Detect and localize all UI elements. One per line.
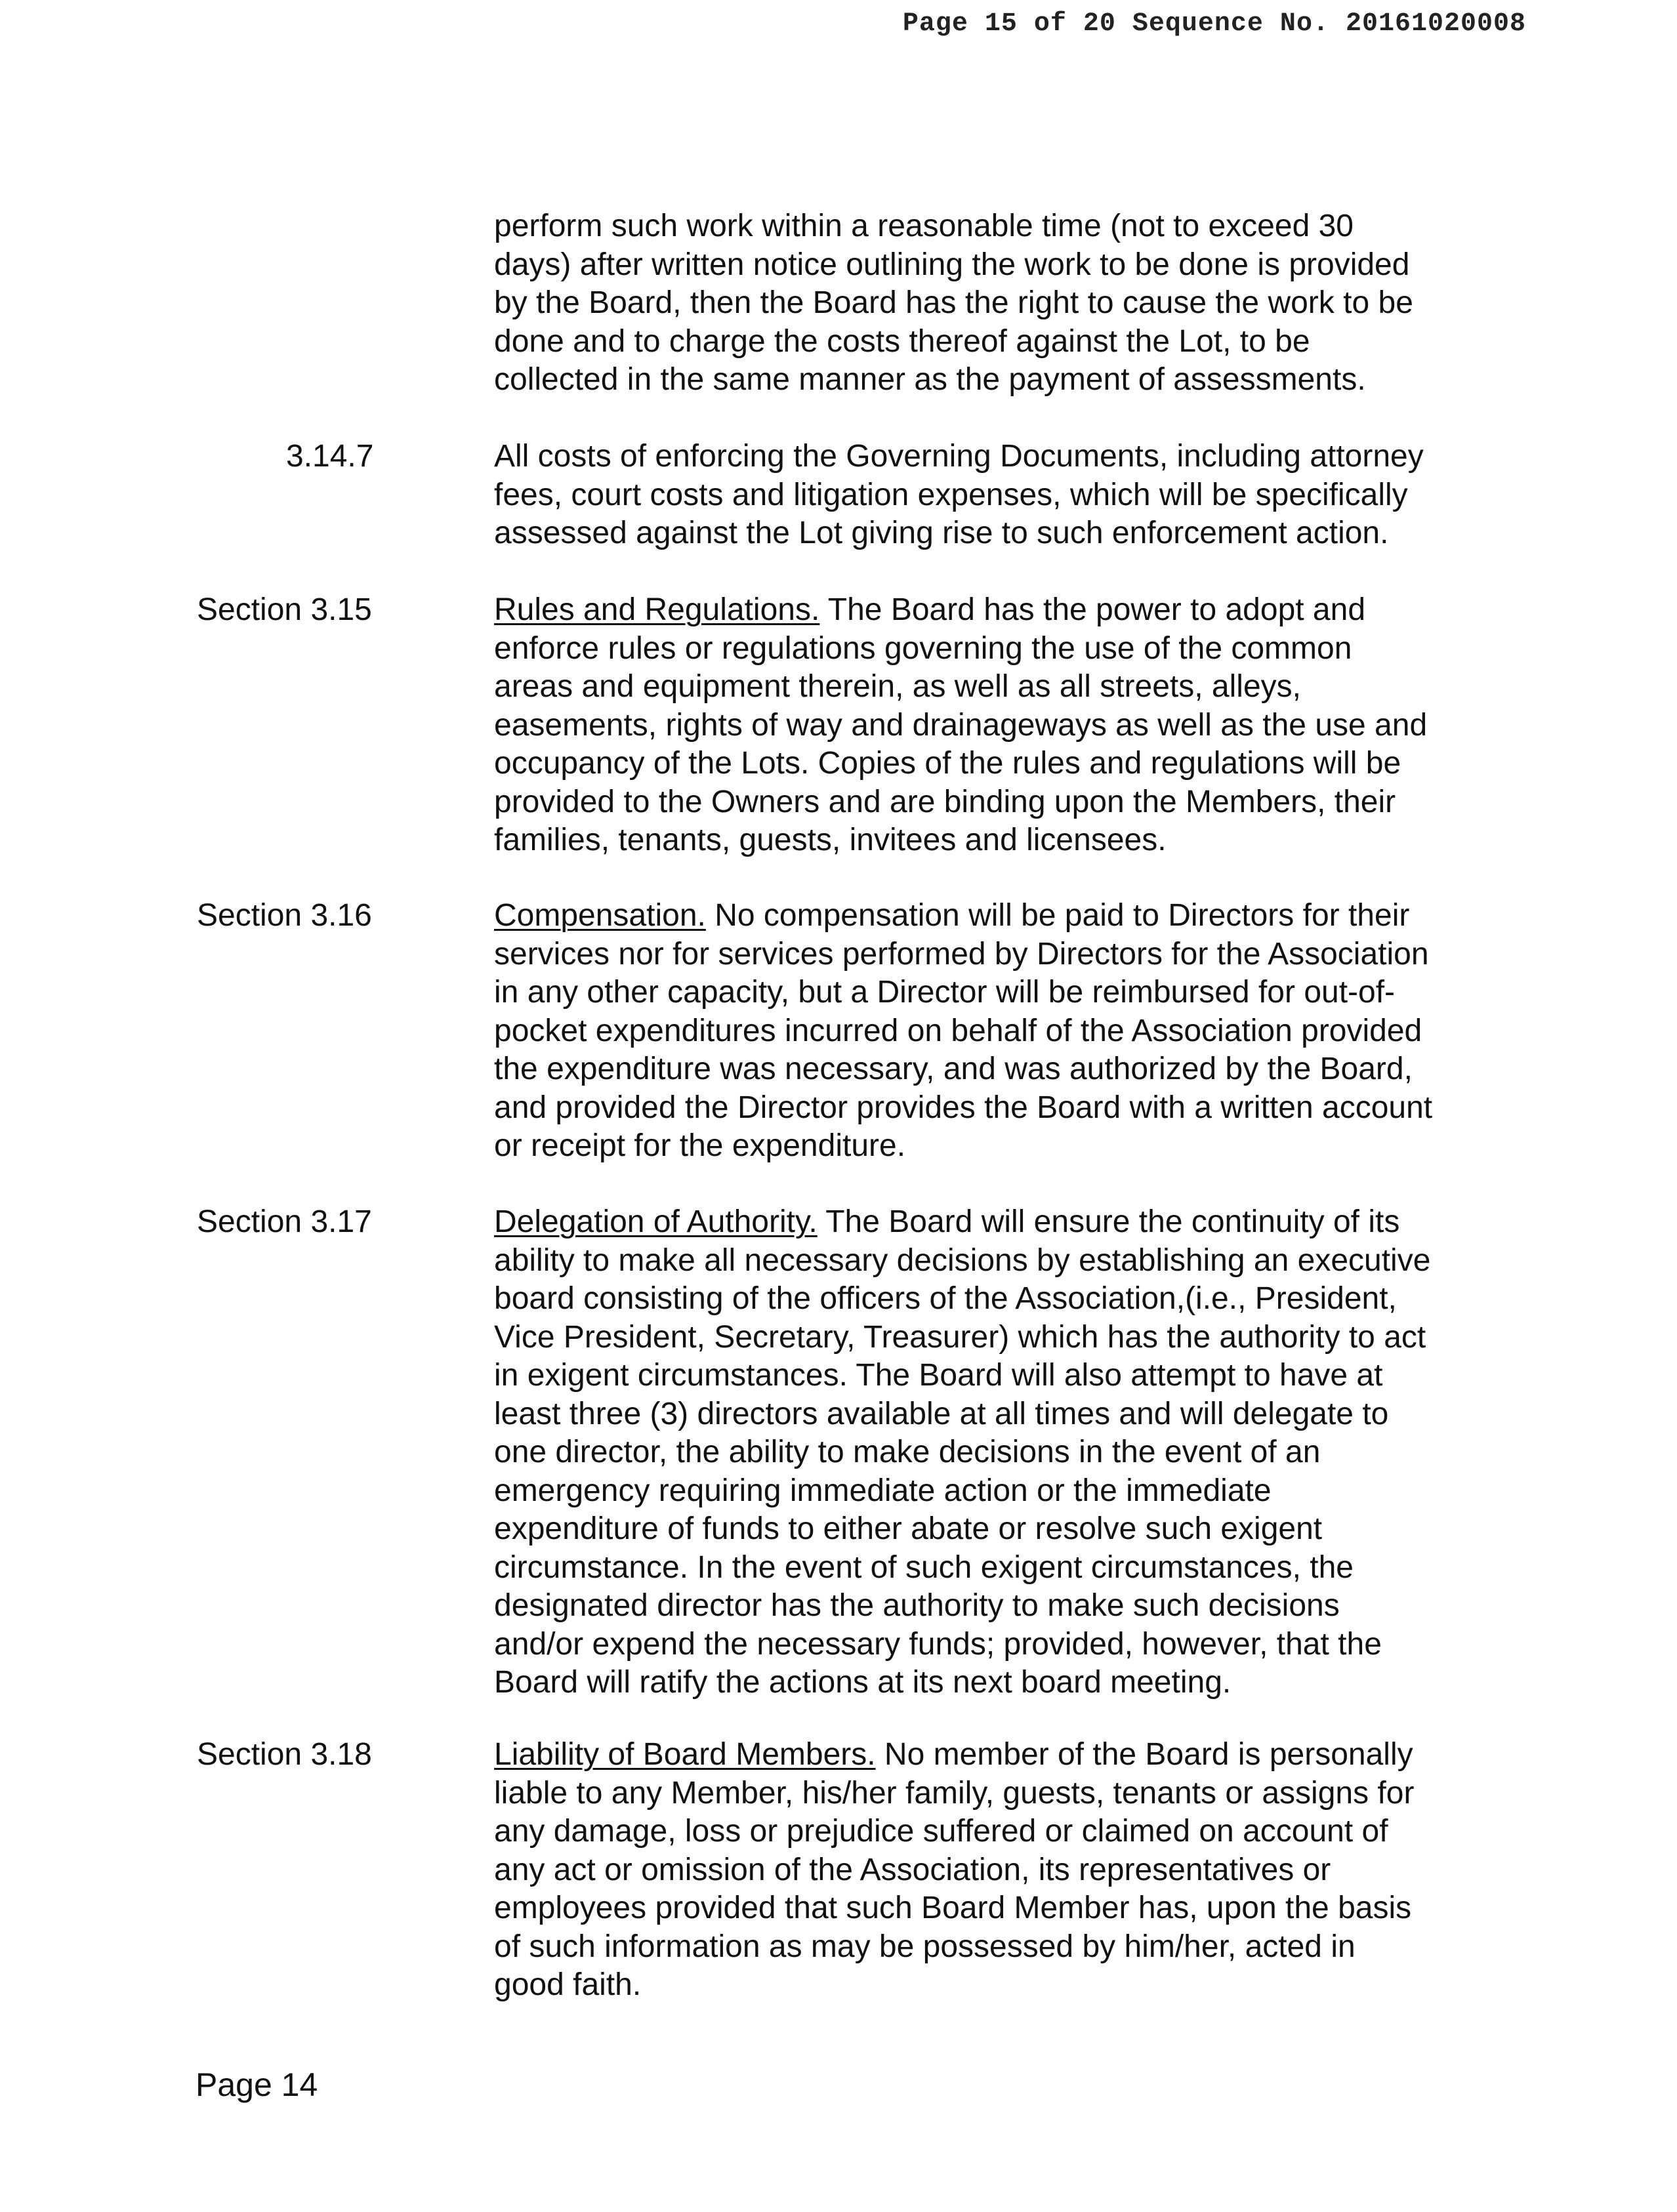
text-line: done and to charge the costs thereof against the Lot, to be	[494, 323, 1310, 359]
text-line: any act or omission of the Association, its representatives or	[494, 1852, 1331, 1887]
item-number: 3.14.7	[286, 439, 374, 474]
text-line: in any other capacity, but a Director will be reimbursed for out-of-	[494, 975, 1396, 1010]
text-line: expenditure of funds to either abate or resolve such exigent	[494, 1511, 1323, 1546]
page-header-sequence: Page 15 of 20 Sequence No. 20161020008	[902, 9, 1526, 39]
text-line: designated director has the authority to make such decisions	[494, 1588, 1340, 1623]
continuation-paragraph	[494, 207, 1491, 399]
text-line: Vice President, Secretary, Treasurer) which has the authority to act	[494, 1319, 1426, 1355]
text-fragment: No compensation will be paid to Directors for their	[705, 898, 1410, 933]
section-title: Compensation.	[494, 898, 706, 933]
text-line: fees, court costs and litigation expenses, which will be specifically	[494, 477, 1408, 512]
text-line: areas and equipment therein, as well as all streets, alleys,	[494, 669, 1301, 704]
text-line	[494, 591, 1491, 630]
text-line: emergency requiring immediate action or the immediate	[494, 1473, 1272, 1508]
text-line: in exigent circumstances. The Board will also attempt to have at	[494, 1358, 1383, 1393]
text-line: collected in the same manner as the payment of assessments.	[494, 362, 1366, 397]
section-3-17-paragraph	[494, 1203, 1491, 1702]
section-title: Delegation of Authority.	[494, 1204, 818, 1239]
section-3-16-paragraph	[494, 897, 1491, 1166]
text-line: enforce rules or regulations governing the use of the common	[494, 630, 1352, 666]
text-line: occupancy of the Lots. Copies of the rules and regulations will be	[494, 746, 1401, 781]
text-line: good faith.	[494, 1967, 642, 2002]
text-fragment: The Board has the power to adopt and	[819, 592, 1366, 627]
text-line: of such information as may be possessed by him/her, acted in	[494, 1929, 1356, 1964]
text-line: board consisting of the officers of the Association,(i.e., President,	[494, 1281, 1397, 1316]
text-fragment: No member of the Board is personally	[875, 1737, 1413, 1772]
text-line	[494, 897, 1491, 935]
text-line: the expenditure was necessary, and was authorized by the Board,	[494, 1052, 1413, 1086]
text-line	[494, 1203, 1491, 1242]
text-line: liable to any Member, his/her family, guests, tenants or assigns for	[494, 1775, 1415, 1811]
text-line: or receipt for the expenditure.	[494, 1128, 906, 1163]
section-label: Section 3.16	[197, 898, 372, 933]
text-line: one director, the ability to make decisions in the event of an	[494, 1435, 1321, 1469]
section-title: Rules and Regulations.	[494, 592, 820, 627]
text-line: employees provided that such Board Member has, upon the basis	[494, 1891, 1412, 1925]
text-line: days) after written notice outlining the work to be done is provided	[494, 247, 1410, 282]
text-line: assessed against the Lot giving rise to such enforcement action.	[494, 516, 1389, 550]
section-label: Section 3.17	[197, 1204, 372, 1239]
text-line: pocket expenditures incurred on behalf of the Association provided	[494, 1013, 1422, 1048]
page-footer-number: Page 14	[196, 2066, 318, 2103]
text-line: any damage, loss or prejudice suffered or claimed on account of	[494, 1814, 1388, 1849]
text-line: services nor for services performed by Directors for the Association	[494, 936, 1429, 972]
text-line: circumstance. In the event of such exigent circumstances, the	[494, 1549, 1354, 1585]
text-line: All costs of enforcing the Governing Documents, including attorney	[494, 439, 1424, 474]
text-line: provided to the Owners and are binding upon the Members, their	[494, 784, 1396, 819]
text-line	[494, 1736, 1491, 1774]
section-3-15-paragraph	[494, 591, 1491, 860]
text-line: and provided the Director provides the Board with a written account	[494, 1090, 1433, 1125]
text-line: Board will ratify the actions at its next board meeting.	[494, 1665, 1232, 1700]
section-label: Section 3.15	[197, 592, 372, 627]
text-line: easements, rights of way and drainageways as well as the use and	[494, 707, 1428, 743]
section-label: Section 3.18	[197, 1737, 372, 1772]
text-line: ability to make all necessary decisions by establishing an executive	[494, 1242, 1431, 1278]
section-title: Liability of Board Members.	[494, 1737, 876, 1772]
item-3-14-7-paragraph	[494, 438, 1491, 553]
text-line: perform such work within a reasonable time (not to exceed 30	[494, 209, 1354, 243]
text-line: by the Board, then the Board has the right to cause the work to be	[494, 285, 1413, 320]
text-line: and/or expend the necessary funds; provided, however, that the	[494, 1626, 1382, 1662]
text-fragment: The Board will ensure the continuity of its	[817, 1204, 1400, 1239]
text-line: families, tenants, guests, invitees and licensees.	[494, 823, 1167, 857]
text-line: least three (3) directors available at all times and will delegate to	[494, 1396, 1389, 1431]
section-3-18-paragraph	[494, 1736, 1491, 2005]
